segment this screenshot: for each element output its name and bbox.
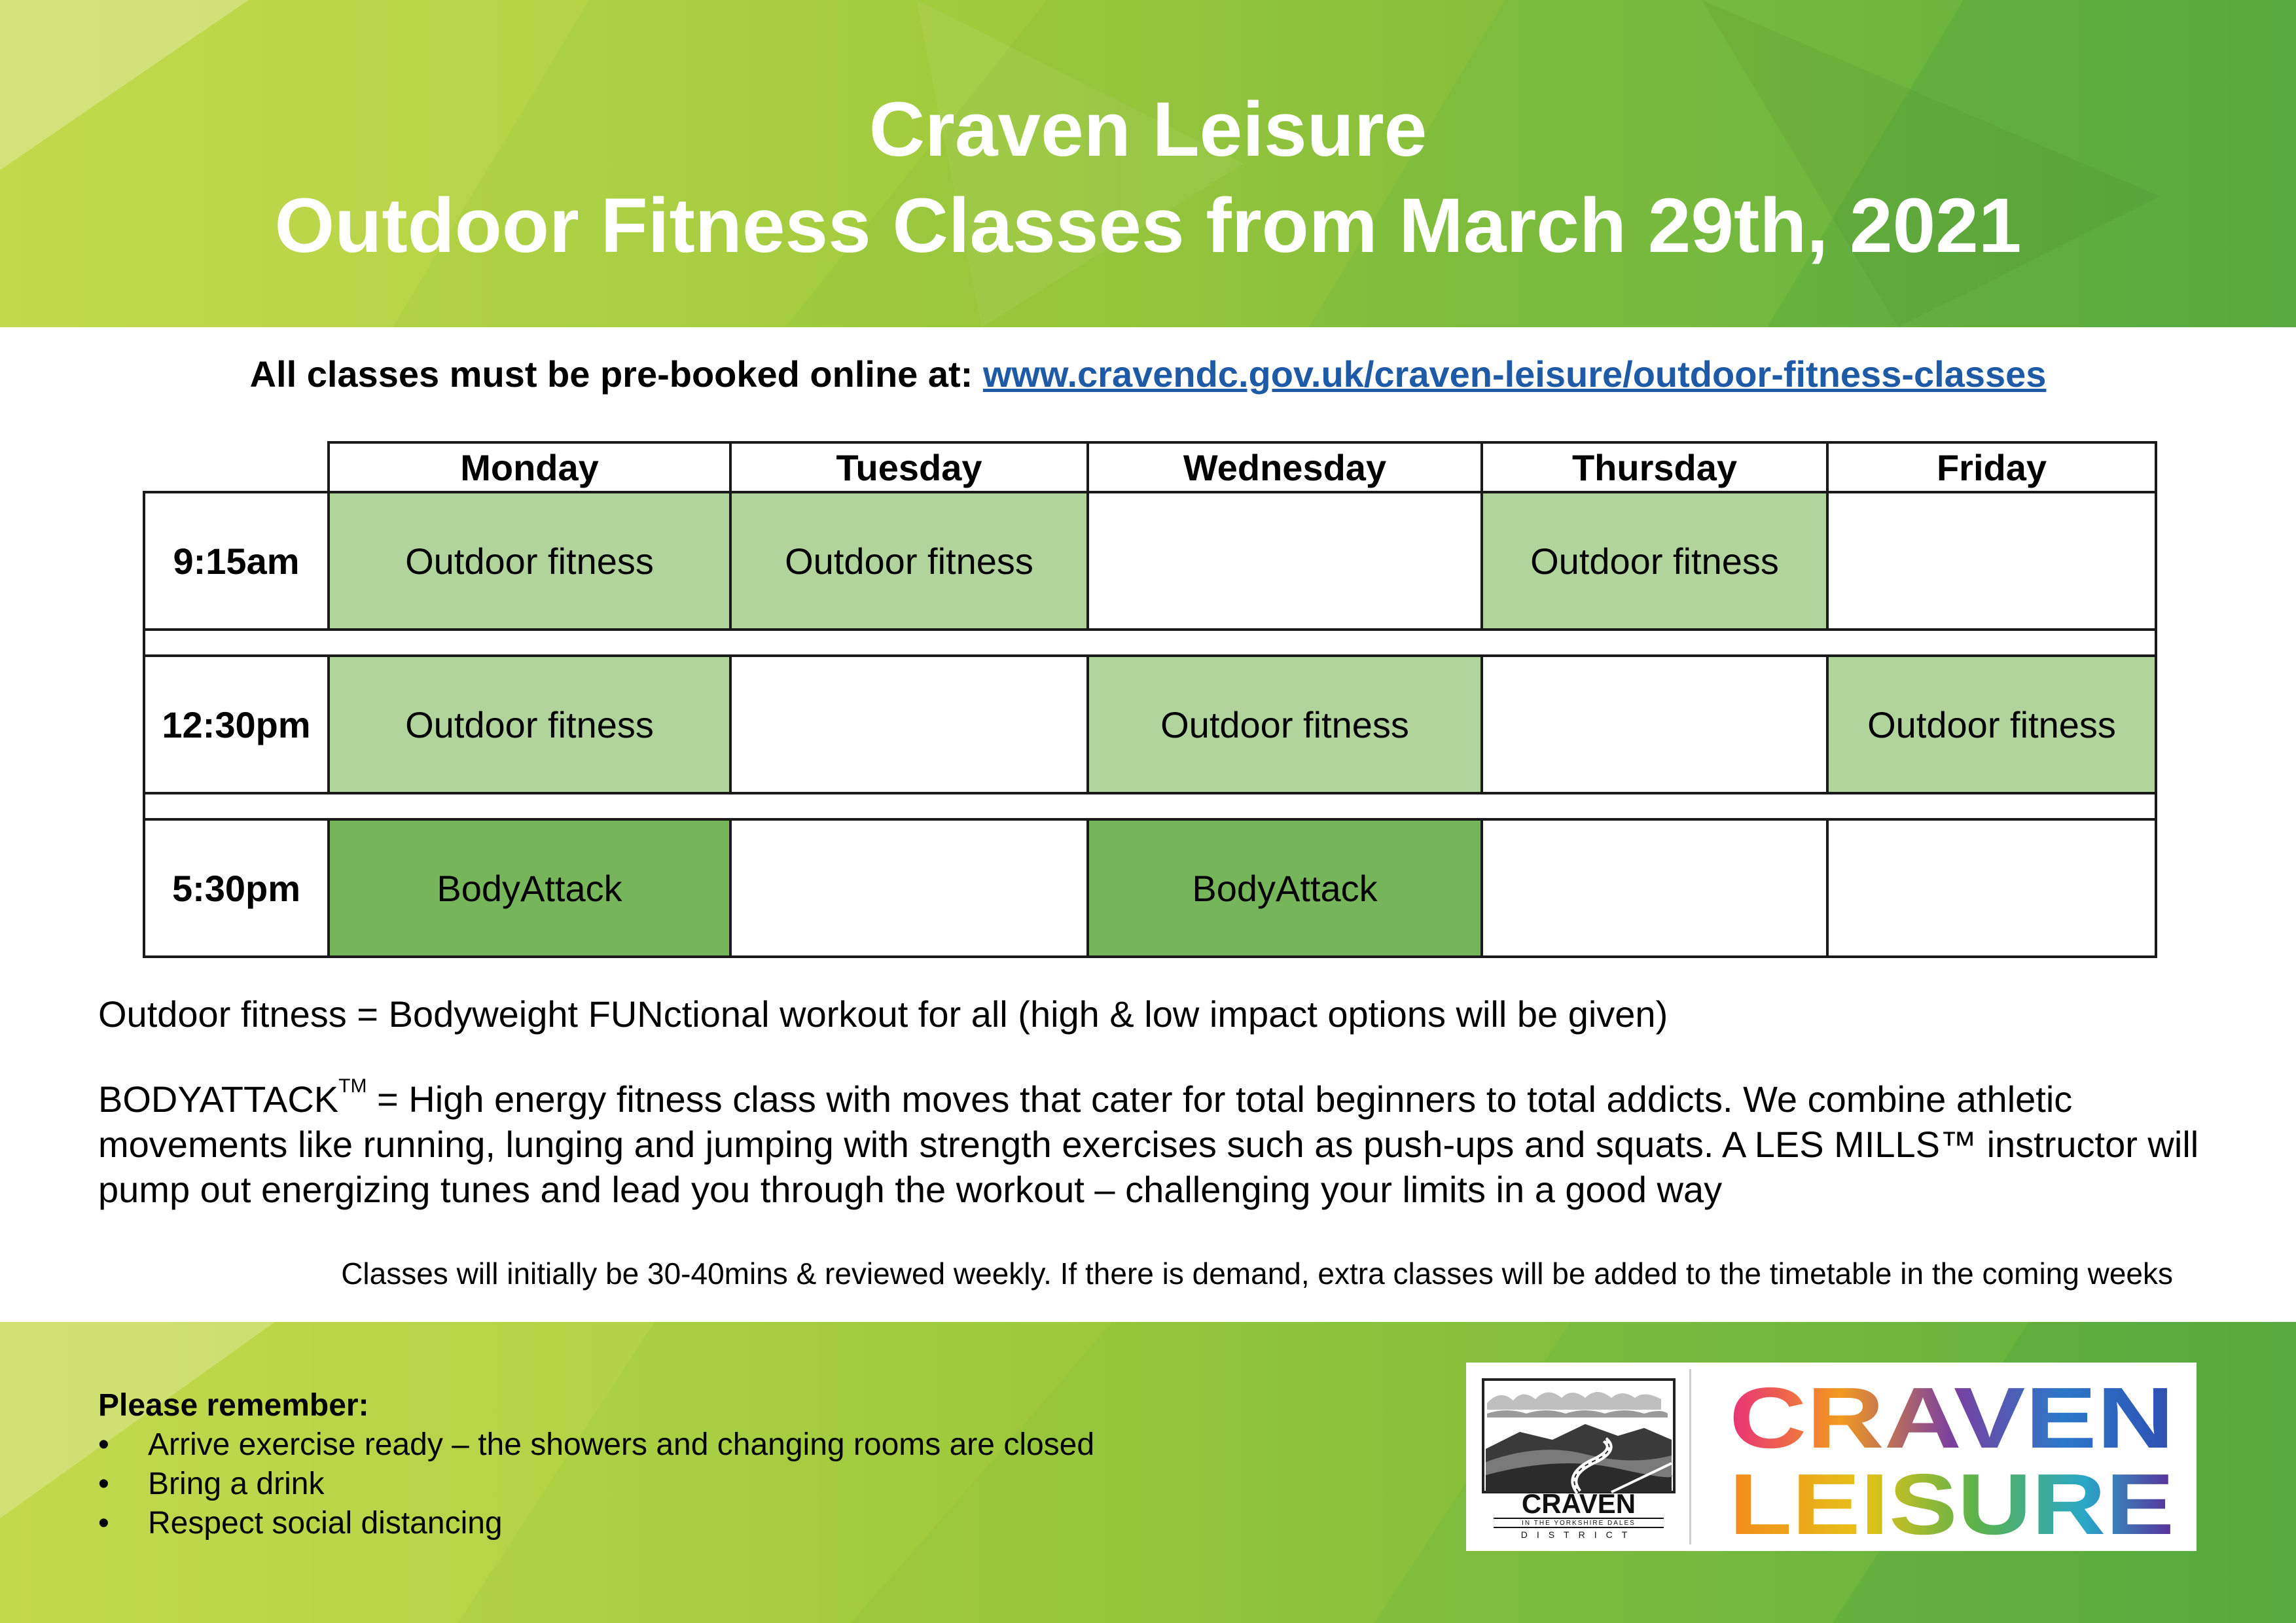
class-cell bbox=[1482, 656, 1827, 793]
leisure-logo-line2: LEISURE bbox=[1729, 1456, 2174, 1543]
reminders-heading: Please remember: bbox=[98, 1388, 369, 1423]
class-cell: Outdoor fitness bbox=[1482, 492, 1827, 630]
page-title: Craven Leisure bbox=[869, 86, 1427, 173]
class-cell: Outdoor fitness bbox=[1088, 656, 1482, 793]
outdoor-fitness-description: Outdoor fitness = Bodyweight FUNctional workout for all (high & low impact options will be given) bbox=[98, 993, 1668, 1035]
bullet-icon: • bbox=[98, 1467, 109, 1501]
list-item-text: Arrive exercise ready – the showers and changing rooms are closed bbox=[148, 1427, 1095, 1462]
time-slot: 12:30pm bbox=[144, 656, 329, 793]
craven-district-logo bbox=[1480, 1377, 1677, 1539]
day-header: Tuesday bbox=[730, 442, 1088, 492]
list-item bbox=[98, 1504, 1094, 1543]
day-header: Monday bbox=[329, 442, 730, 492]
timetable-corner bbox=[144, 442, 329, 492]
district-sub-text: IN THE YORKSHIRE DALES bbox=[1522, 1520, 1636, 1527]
bullet-icon: • bbox=[98, 1427, 109, 1462]
day-header: Wednesday bbox=[1088, 442, 1482, 492]
timetable-header-row bbox=[144, 442, 2156, 492]
booking-prefix: All classes must be pre-booked online at: bbox=[249, 353, 973, 395]
time-slot: 5:30pm bbox=[144, 819, 329, 957]
day-header: Thursday bbox=[1482, 442, 1827, 492]
reminders bbox=[98, 1386, 1094, 1543]
list-item-text: Respect social distancing bbox=[148, 1506, 503, 1541]
class-cell: Outdoor fitness bbox=[1827, 656, 2156, 793]
class-cell bbox=[1482, 819, 1827, 957]
class-cell: Outdoor fitness bbox=[329, 492, 730, 630]
day-header: Friday bbox=[1827, 442, 2156, 492]
schedule-note: Classes will initially be 30-40mins & reviewed weekly. If there is demand, extra classes will be added to the timetable in the coming weeks bbox=[341, 1257, 2173, 1291]
reminders-list bbox=[98, 1425, 1094, 1543]
craven-leisure-logo bbox=[1723, 1370, 2181, 1543]
trademark-mark: TM bbox=[338, 1075, 367, 1097]
class-cell: Outdoor fitness bbox=[730, 492, 1088, 630]
page-subtitle: Outdoor Fitness Classes from March 29th, 2021 bbox=[274, 183, 2022, 269]
spacer-row bbox=[144, 630, 2156, 656]
class-cell: BodyAttack bbox=[329, 819, 730, 957]
class-cell bbox=[730, 819, 1088, 957]
bullet-icon: • bbox=[98, 1506, 109, 1541]
table-row bbox=[144, 656, 2156, 793]
table-row bbox=[144, 492, 2156, 630]
table-row bbox=[144, 819, 2156, 957]
class-cell: BodyAttack bbox=[1088, 819, 1482, 957]
logo-divider bbox=[1689, 1369, 1691, 1544]
leisure-logo-line1: CRAVEN bbox=[1729, 1370, 2174, 1466]
class-cell bbox=[730, 656, 1088, 793]
bodyattack-text: = High energy fitness class with moves that cater for total beginners to total addicts. We combine athletic movements like running, lunging and jumping with strength exercises such as push-ups and squats. A LES MILLS™ instructor will pump out energizing tunes and lead you through the workout – challenging your limits in a good way bbox=[98, 1079, 2199, 1210]
list-item bbox=[98, 1425, 1094, 1465]
booking-link[interactable]: www.cravendc.gov.uk/craven-leisure/outdoor-fitness-classes bbox=[982, 353, 2047, 395]
class-cell: Outdoor fitness bbox=[329, 656, 730, 793]
timetable bbox=[143, 441, 2157, 958]
list-item bbox=[98, 1465, 1094, 1504]
time-slot: 9:15am bbox=[144, 492, 329, 630]
logo-panel bbox=[1466, 1363, 2197, 1551]
list-item-text: Bring a drink bbox=[148, 1467, 325, 1501]
booking-notice bbox=[0, 351, 2296, 398]
class-cell bbox=[1088, 492, 1482, 630]
spacer-cell bbox=[144, 630, 2156, 656]
spacer-cell bbox=[144, 793, 2156, 819]
class-cell bbox=[1827, 819, 2156, 957]
bodyattack-name: BODYATTACK bbox=[98, 1079, 339, 1120]
header-banner bbox=[0, 0, 2296, 327]
spacer-row bbox=[144, 793, 2156, 819]
bodyattack-description bbox=[98, 1077, 2206, 1212]
district-label-text: DISTRICT bbox=[1520, 1529, 1637, 1539]
class-cell bbox=[1827, 492, 2156, 630]
district-name-text: CRAVEN bbox=[1521, 1488, 1636, 1519]
